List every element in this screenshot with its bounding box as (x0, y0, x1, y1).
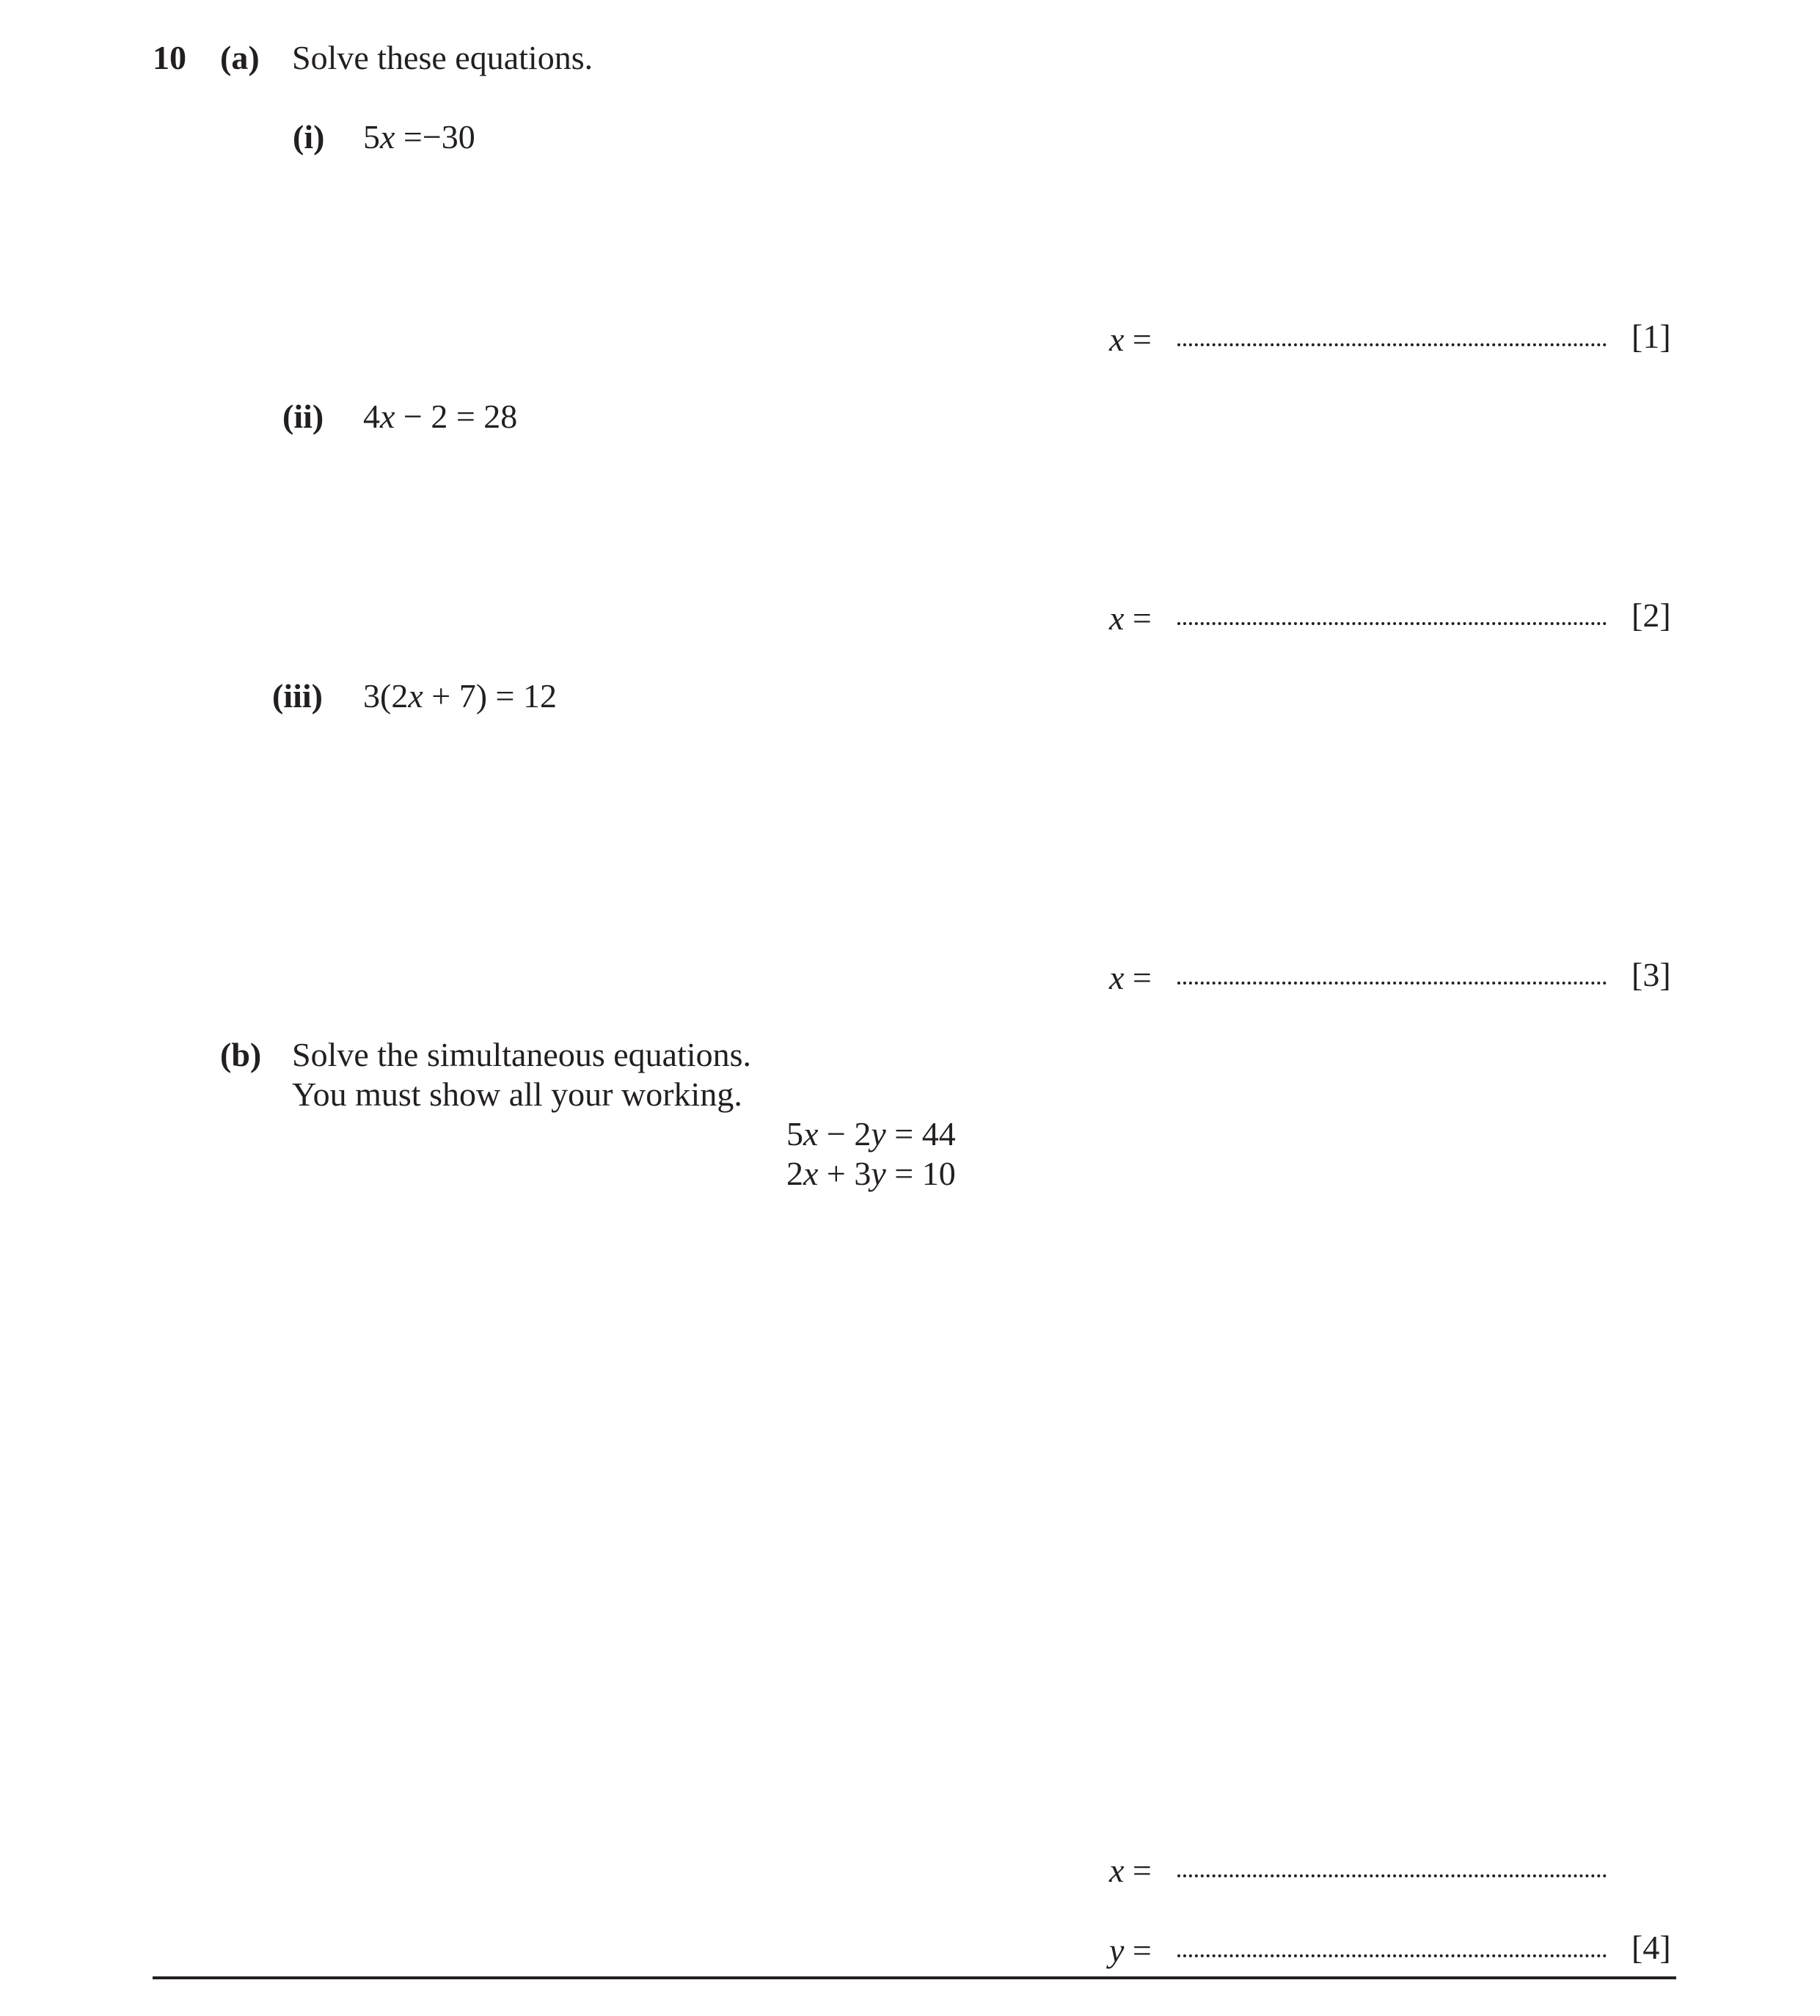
item-ii-marks: [2] (1631, 596, 1671, 634)
part-a-instruction: Solve these equations. (292, 39, 593, 76)
page-bottom-rule (153, 1976, 1676, 1979)
item-ii-answer-label: x = (1109, 599, 1152, 637)
item-ii-answer-line[interactable] (1177, 622, 1607, 625)
item-i-label: (i) (293, 118, 325, 156)
item-iii-equation: 3(2x + 7) = 12 (363, 677, 557, 715)
question-number: 10 (153, 39, 186, 76)
item-iii-label: (iii) (272, 677, 323, 715)
part-b-instruction-line2: You must show all your working. (292, 1075, 742, 1113)
part-b-label: (b) (220, 1036, 262, 1073)
item-iii-answer-label: x = (1109, 959, 1152, 996)
part-a-label: (a) (220, 39, 260, 76)
part-b-instruction-line1: Solve the simultaneous equations. (292, 1036, 752, 1073)
item-iii-answer-line[interactable] (1177, 982, 1607, 985)
simultaneous-equation-2: 2x + 3y = 10 (786, 1155, 956, 1192)
item-i-answer-label: x = (1109, 321, 1152, 358)
part-b-answer-x-line[interactable] (1177, 1874, 1607, 1877)
item-i-equation: 5x =−30 (363, 118, 475, 156)
item-i-answer-line[interactable] (1177, 343, 1607, 346)
simultaneous-equation-1: 5x − 2y = 44 (786, 1115, 956, 1153)
item-iii-marks: [3] (1631, 956, 1671, 993)
item-ii-equation: 4x − 2 = 28 (363, 398, 518, 435)
part-b-answer-y-line[interactable] (1177, 1954, 1607, 1957)
part-b-marks: [4] (1631, 1929, 1671, 1966)
item-i-marks: [1] (1631, 318, 1671, 355)
part-b-answer-x-label: x = (1109, 1852, 1152, 1889)
part-b-answer-y-label: y = (1109, 1932, 1152, 1969)
item-ii-label: (ii) (282, 398, 324, 435)
